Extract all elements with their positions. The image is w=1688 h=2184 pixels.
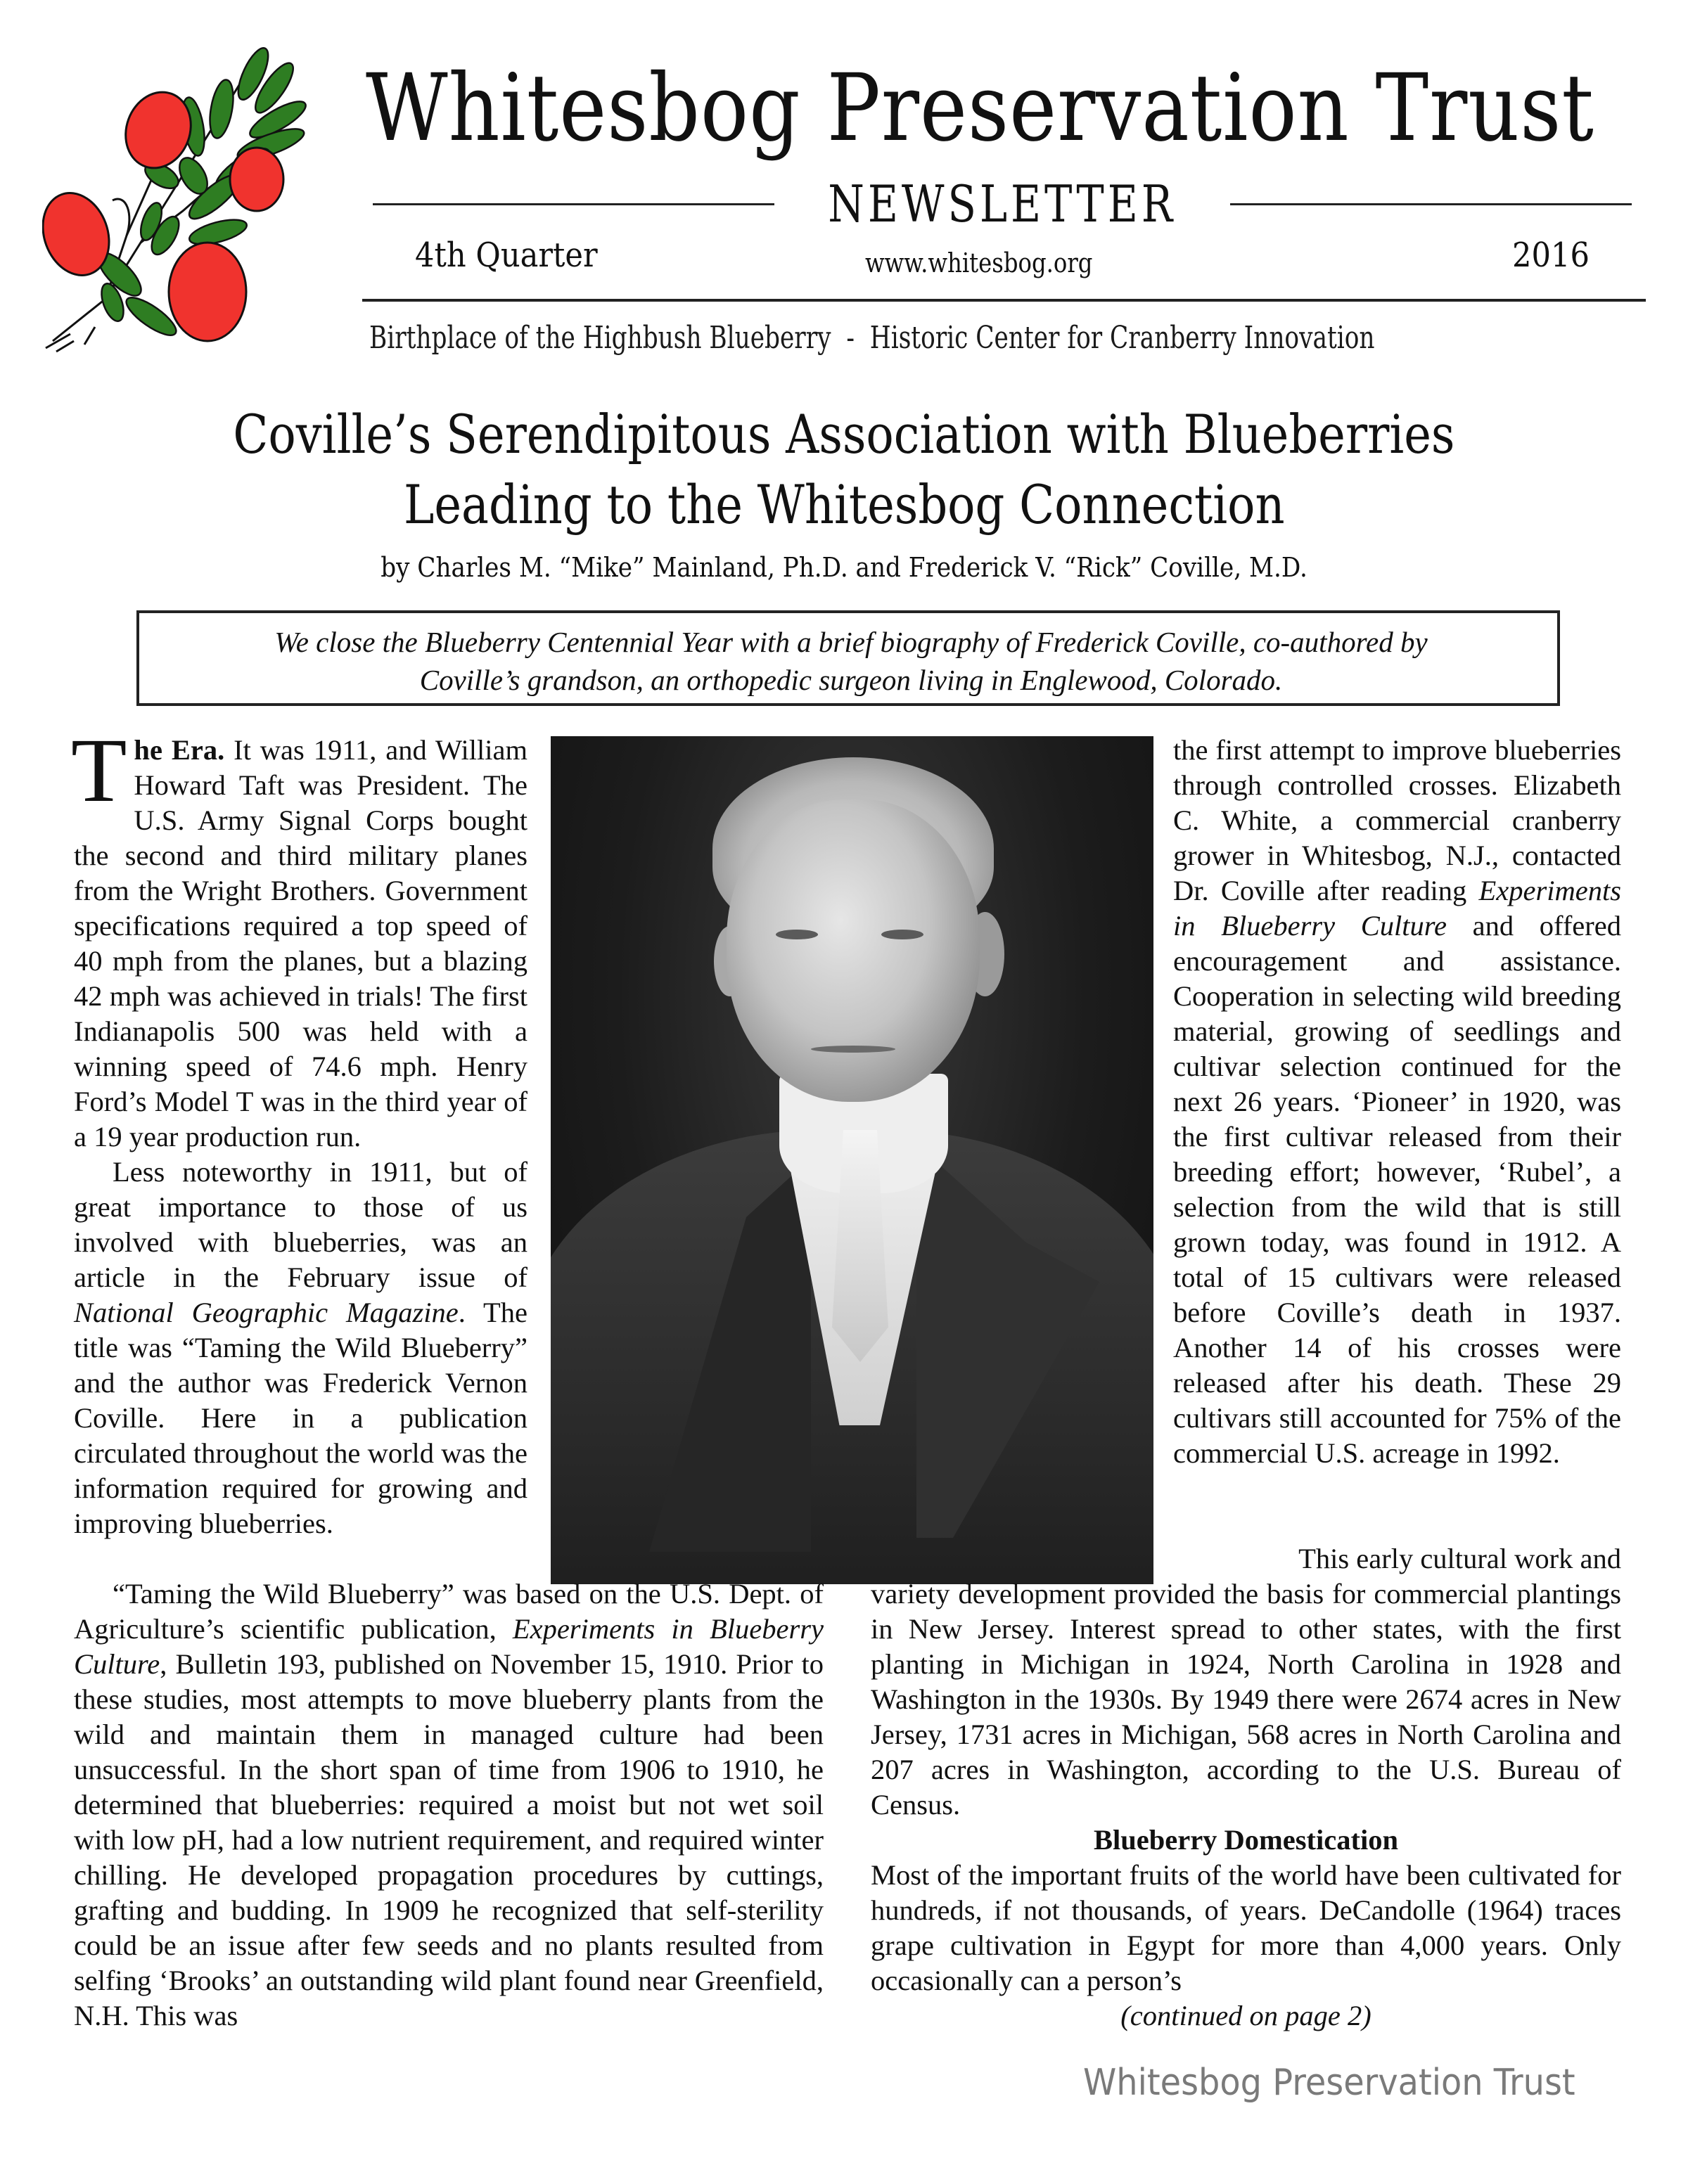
masthead-title: Whitesbog Preservation Trust [366, 54, 1594, 162]
paragraph [74, 1576, 824, 2034]
issue-year: 2016 [1512, 236, 1590, 275]
paragraph [1173, 733, 1621, 1471]
paragraph-text: , Bulletin 193, published on November 15, 1910. Prior to these studies, most attempts to move blueberry plants from the wild and maintain them in managed culture had been unsuccessful. In the short span of time from 1906 to 1910, he determined that blueberries: required a moist but not wet soil with low pH, had a low nutrient requirement, and required winter chilling. He developed propagation procedures by cuttings, grafting and budding. In 1909 he recognized that self-sterility could be an issue after few seeds and no plants resulted from selfing ‘Brooks’ an outstanding wild plant found near Greenfield, N.H. This was [74, 1648, 824, 2031]
issue-quarter: 4th Quarter [415, 236, 598, 275]
article-column-lower-right [871, 1541, 1621, 2034]
paragraph [74, 1155, 528, 1541]
paragraph: variety development provided the basis for commercial plantings in New Jersey. Interest spread to other states, with the first planting in Michigan in 1924, North Carolina in 1928 and Washington in the 1930s. By 1949 there were 2674 acres in New Jersey, 1731 acres in Michigan, 568 acres in North Carolina and 207 acres in Washington, according to the U.S. Bureau of Census. [871, 1578, 1621, 1820]
newsletter-banner [373, 176, 1632, 232]
tagline-separator: - [846, 320, 855, 356]
continued-link[interactable]: (continued on page 2) [1120, 2000, 1372, 2031]
footer-brand: Whitesbog Preservation Trust [1083, 2062, 1575, 2104]
article-column-left [71, 720, 528, 1541]
article-column-right [1173, 733, 1621, 1471]
publication-title: Experiments in Blueberry Culture [1173, 875, 1621, 942]
divider [1230, 203, 1632, 205]
section-heading: Blueberry Domestication [1093, 1824, 1399, 1856]
paragraph: Most of the important fruits of the world have been cultivated for hundreds, if not thousands, of years. DeCandolle (1964) traces grape cultivation in Egypt for more than 4,000 years. Only occasionally can a person’s [871, 1859, 1621, 1996]
paragraph-first-line: This early cultural work and [1298, 1543, 1621, 1574]
headline-line-2: Leading to the Whitesbog Connection [403, 473, 1285, 536]
photo-eye [776, 930, 818, 939]
divider [373, 203, 774, 205]
portrait-photo [551, 736, 1153, 1584]
paragraph-text: and offered encouragement and assistance. Cooperation in selecting wild breeding material, growing of seedlings and cultivar selection continued for the next 26 years. ‘Pioneer’ in 1920, was the first cultivar released from their breeding effort; however, ‘Rubel’, a selection from the wild that is still grown today, was found in 1912. A total of 15 cultivars were released before Coville’s death in 1937. Another 14 of his crosses were released after his death. These 29 cultivars still accounted for 75% of the commercial U.S. acreage in 1992. [1173, 910, 1621, 1469]
website-link[interactable]: www.whitesbog.org [865, 248, 1093, 278]
cranberry-branch-icon [42, 32, 338, 362]
paragraph-text: It was 1911, and William Howard Taft was President. The U.S. Army Signal Corps bought the second and third military planes from the Wright Brothers. Government specifications required a top speed of 40 mph from the planes, but a blazing 42 mph was achieved in trials! The first Indianapolis 500 was held with a winning speed of 74.6 mph. Henry Ford’s Model T was in the third year of a 19 year production run. [74, 734, 528, 1152]
article-headline [70, 399, 1618, 540]
tagline-left: Birthplace of the Highbush Blueberry [369, 320, 831, 356]
newsletter-label: NEWSLETTER [828, 174, 1177, 233]
intro-line-2: Coville’s grandson, an orthopedic surgeon living in Englewood, Colorado. [419, 664, 1283, 696]
intro-line-1: We close the Blueberry Centennial Year with a brief biography of Frederick Coville, co-authored by [274, 626, 1428, 658]
paragraph-text: the first attempt to improve blueberries through controlled crosses. Elizabeth C. White, a commercial cranberry grower in Whitesbog, N.J., contacted Dr. Coville after reading [1173, 734, 1621, 906]
paragraph-text: “Taming the Wild Blueberry” was based on the U.S. Dept. of Agriculture’s scientific publication, [74, 1578, 824, 1645]
photo-eye [881, 930, 923, 939]
article-column-lower-left [74, 1576, 824, 2034]
lead-in: he Era. [134, 734, 225, 766]
headline-line-1: Coville’s Serendipitous Association with Blueberries [233, 403, 1455, 465]
byline-text: by Charles M. “Mike” Mainland, Ph.D. and Frederick V. “Rick” Coville, M.D. [381, 552, 1307, 583]
publication-title: National Geographic Magazine [74, 1297, 459, 1328]
tagline [369, 320, 1375, 356]
tagline-right: Historic Center for Cranberry Innovation [869, 320, 1375, 356]
paragraph-text: Less noteworthy in 1911, but of great importance to those of us involved with blueberries, was an article in the February issue of [74, 1156, 528, 1293]
masthead-divider [362, 299, 1646, 302]
paragraph-text: . The title was “Taming the Wild Blueberry” and the author was Frederick Vernon Coville. Here in a publication circulated throughout the world was the information required for growing and improving blueberries. [74, 1297, 528, 1539]
byline [70, 552, 1618, 583]
drop-cap: T [71, 720, 127, 821]
photo-mouth [811, 1046, 895, 1053]
photo-face [727, 799, 980, 1102]
publication-title: Experiments in Blueberry Culture [74, 1613, 824, 1680]
intro-text [148, 623, 1554, 699]
